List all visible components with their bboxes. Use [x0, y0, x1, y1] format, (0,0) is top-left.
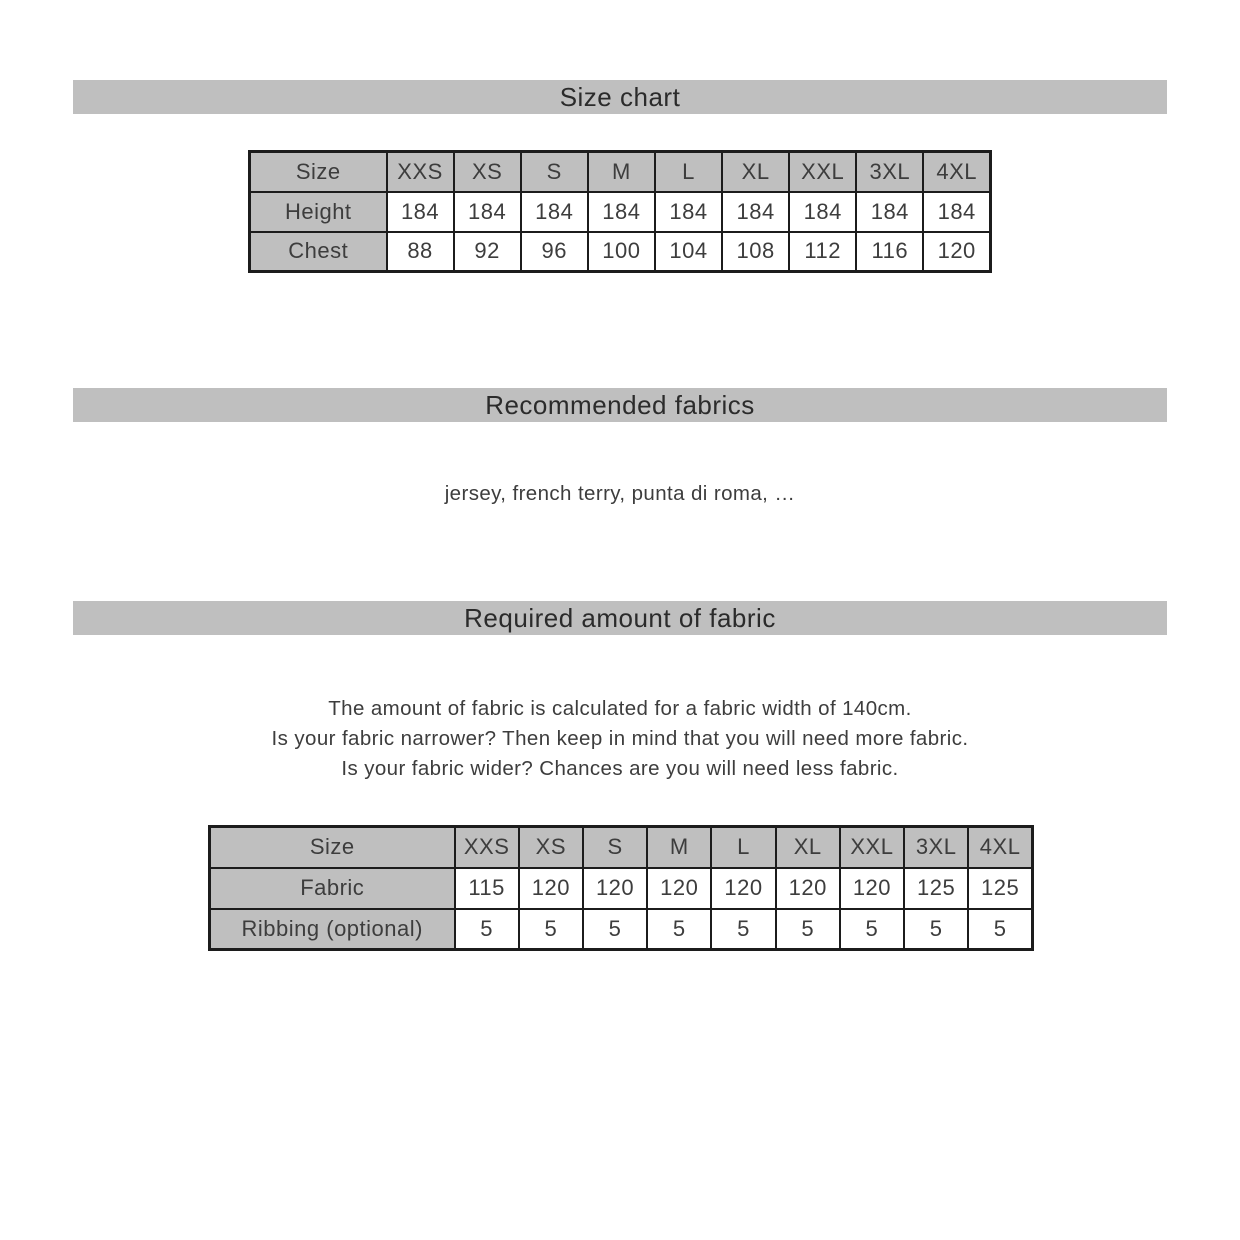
column-header: M: [647, 827, 711, 868]
column-header: Size: [210, 827, 455, 868]
column-header: Size: [250, 152, 387, 192]
section-title: Recommended fabrics: [485, 389, 755, 420]
column-header: S: [583, 827, 647, 868]
table-cell: 120: [840, 868, 904, 909]
table-cell: 96: [521, 232, 588, 272]
column-header: S: [521, 152, 588, 192]
column-header: XXS: [455, 827, 519, 868]
table-cell: 92: [454, 232, 521, 272]
column-header: M: [588, 152, 655, 192]
section-header-size-chart: [73, 80, 1167, 114]
table-cell: 184: [722, 192, 789, 232]
table-cell: 5: [455, 909, 519, 950]
table-cell: 120: [647, 868, 711, 909]
table-cell: 116: [856, 232, 923, 272]
table-cell: 108: [722, 232, 789, 272]
table-cell: 88: [387, 232, 454, 272]
table-cell: 184: [789, 192, 856, 232]
section-title: Required amount of fabric: [464, 602, 776, 633]
fabric-note-line: Is your fabric narrower? Then keep in mind that you will need more fabric.: [271, 727, 969, 750]
table-cell: 184: [521, 192, 588, 232]
row-label: Chest: [250, 232, 387, 272]
table-cell: 120: [923, 232, 990, 272]
table-cell: 5: [840, 909, 904, 950]
table-cell: 120: [711, 868, 775, 909]
table-cell: 5: [711, 909, 775, 950]
table-cell: 125: [904, 868, 968, 909]
section-header-required-fabric: [73, 601, 1167, 635]
column-header: L: [711, 827, 775, 868]
table-cell: 5: [904, 909, 968, 950]
row-label: Height: [250, 192, 387, 232]
table-cell: 184: [856, 192, 923, 232]
section-header-recommended-fabrics: [73, 388, 1167, 422]
table-cell: 115: [455, 868, 519, 909]
table-cell: 5: [647, 909, 711, 950]
table-cell: 112: [789, 232, 856, 272]
size-chart-table: [248, 150, 992, 273]
table-cell: 5: [776, 909, 840, 950]
table-cell: 125: [968, 868, 1032, 909]
table-header-row: [210, 827, 1033, 868]
column-header: 3XL: [904, 827, 968, 868]
row-label: Ribbing (optional): [210, 909, 455, 950]
table-cell: 184: [923, 192, 990, 232]
table-cell: 5: [519, 909, 583, 950]
column-header: 3XL: [856, 152, 923, 192]
fabric-note-line: Is your fabric wider? Chances are you will need less fabric.: [341, 757, 899, 780]
required-fabric-table: [208, 825, 1034, 951]
fabric-amount-note: [0, 694, 1240, 784]
table-row: [250, 192, 991, 232]
table-cell: 5: [583, 909, 647, 950]
table-cell: 184: [655, 192, 722, 232]
column-header: 4XL: [968, 827, 1032, 868]
table-row: [210, 909, 1033, 950]
column-header: XXS: [387, 152, 454, 192]
column-header: XXL: [789, 152, 856, 192]
table-cell: 184: [387, 192, 454, 232]
recommended-fabrics-text: jersey, french terry, punta di roma, …: [444, 482, 796, 505]
table-cell: 100: [588, 232, 655, 272]
table-cell: 184: [454, 192, 521, 232]
column-header: XS: [454, 152, 521, 192]
column-header: 4XL: [923, 152, 990, 192]
table-row: [250, 232, 991, 272]
table-cell: 120: [776, 868, 840, 909]
column-header: XS: [519, 827, 583, 868]
table-cell: 5: [968, 909, 1032, 950]
table-row: [210, 868, 1033, 909]
row-label: Fabric: [210, 868, 455, 909]
table-cell: 120: [583, 868, 647, 909]
column-header: XL: [776, 827, 840, 868]
section-title: Size chart: [559, 81, 681, 112]
fabric-note-line: The amount of fabric is calculated for a fabric width of 140cm.: [328, 697, 912, 720]
table-header-row: [250, 152, 991, 192]
column-header: XL: [722, 152, 789, 192]
table-cell: 104: [655, 232, 722, 272]
table-cell: 120: [519, 868, 583, 909]
column-header: XXL: [840, 827, 904, 868]
table-cell: 184: [588, 192, 655, 232]
column-header: L: [655, 152, 722, 192]
